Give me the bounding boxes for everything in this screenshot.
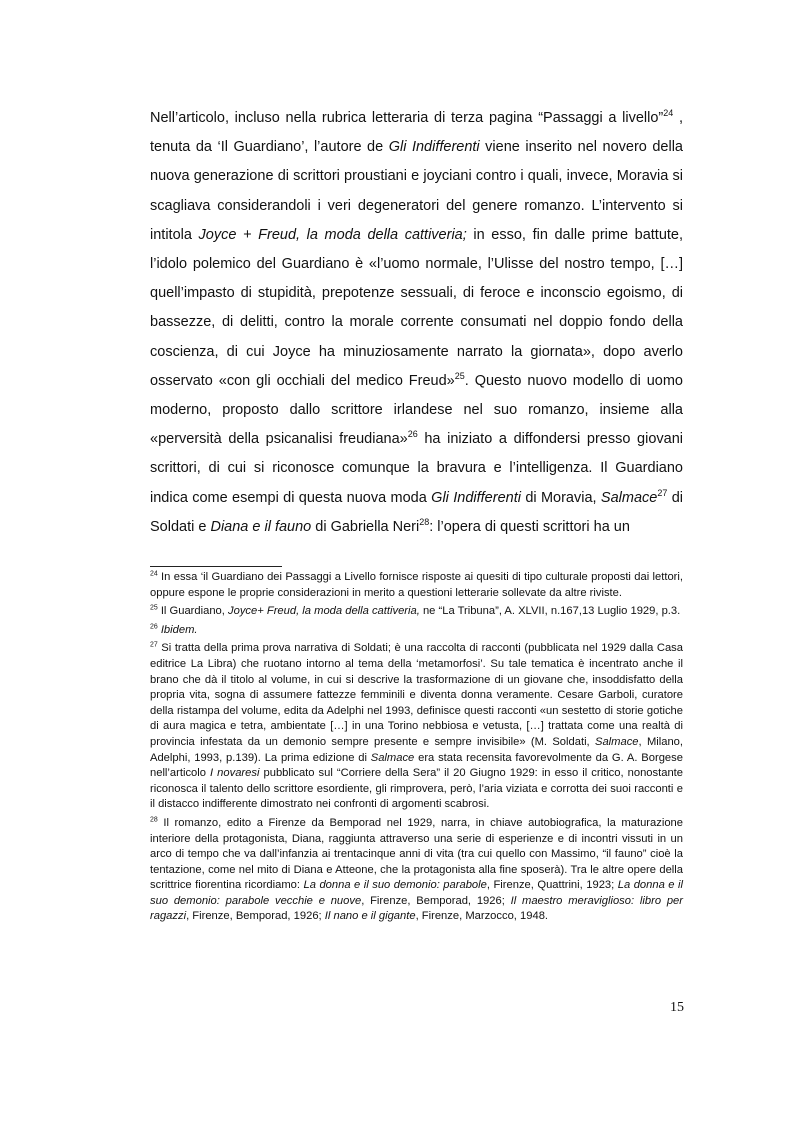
footnote-ref-27: 27 xyxy=(657,487,668,498)
footnote-number: 27 xyxy=(150,641,158,649)
footnote-ref-25: 25 xyxy=(454,371,465,381)
body-text-run: : l’opera di questi scrittori ha un xyxy=(429,518,630,535)
body-italic-title: Diana e il fauno xyxy=(210,518,312,535)
body-italic-title: Salmace xyxy=(600,489,658,506)
body-text-run: di Gabriella Neri xyxy=(311,518,420,535)
footnote-number: 28 xyxy=(150,816,158,824)
body-text-run: Nell’articolo, incluso nella rubrica letteraria di terza pagina “Passaggi a livello” xyxy=(150,110,664,126)
footnote-ref-28: 28 xyxy=(419,517,430,528)
footnote-italic: Salmace xyxy=(370,751,415,764)
footnote-text: , Milano, Adelphi, 1993, p.139). La prima edizione di xyxy=(150,735,684,764)
footnotes xyxy=(150,570,683,928)
footnote-ref-24: 24 xyxy=(663,108,674,119)
page-number: 15 xyxy=(670,1000,684,1015)
footnote-text: , Firenze, Bemporad, 1926; xyxy=(361,894,511,907)
body-text-run: viene inserito nel novero della nuova generazione di scrittori proustiani e joyciani contro i quali, invece, Moravia si scagliava considerandoli i veri degeneratori del genere romanzo. L’intervento si intitola xyxy=(150,139,683,243)
body-text-run: , tenuta da ‘Il Guardiano’, l’autore de xyxy=(150,110,684,156)
footnote-separator xyxy=(150,566,282,567)
footnote-number: 25 xyxy=(150,604,158,612)
body-italic-title: Joyce + Freud, la moda della cattiveria; xyxy=(198,226,467,243)
footnote-italic: La donna e il suo demonio: parabole xyxy=(303,879,487,892)
footnote-text: Il romanzo, edito a Firenze da Bemporad nel 1929, narra, in chiave autobiografica, la maturazione interiore della protagonista, Diana, raggiunta attraverso una serie di esperienze e di incontri vissuti in un arco di tempo che va dall’infanzia ai trentacinque anni di vita (tra cui quello con Massimo, “il fauno” cioè la tentazione, come nel mito di Diana e Atteone, che la protagonista alla fine sposerà). Tra le altre opere della scrittrice fiorentina ricordiamo: xyxy=(150,816,683,892)
footnote-text: pubblicato sul “Corriere della Sera” il 20 Giugno 1929: in esso il critico, nonostante riconosca il talento dello scrittore esordiente, gli rimprovera, però, l’aria viziata e corrotta dei suoi racconti e il distacco indifferente dimostrato nei confronti di argomenti scabrosi. xyxy=(150,767,683,811)
footnote-25 xyxy=(150,604,683,620)
footnote-number: 24 xyxy=(150,570,158,578)
footnote-italic: I novaresi xyxy=(210,767,260,780)
footnote-26 xyxy=(150,623,683,639)
footnote-text: , Firenze, Quattrini, 1923; xyxy=(486,879,618,892)
footnote-italic: Joyce+ Freud, la moda della cattiveria, xyxy=(228,605,420,618)
footnote-text: , Firenze, Bemporad, 1926; xyxy=(186,910,325,923)
footnote-text: In essa ‘il Guardiano dei Passaggi a Livello fornisce risposte ai quesiti di tipo culturale proposti dai lettori, oppure espone le proprie considerazioni in merito a questioni letterarie sollevate da altre riviste. xyxy=(150,571,683,599)
footnote-text: Si tratta della prima prova narrativa di Soldati; è una raccolta di racconti (pubblicata nel 1929 dalla Casa editrice La Libra) che ruotano intorno al tema della ‘metamorfosi’. Su tale tematica è incentrato anche il brano che dà il titolo al volume, in cui si descrive la trasformazione di un giovane che, insoddisfatto della propria vita, sogna di assumere fattezze femminili e diventa donna veramente. Cesare Garboli, curatore della ristampa del volume, edita da Adelphi nel 1993, definisce questi racconti «un sestetto di storie gotiche di aura magica e tetra, ambientate […] in una Torino nebbiosa e vetusta, […] trattata come una realtà di provincia infestata da un demonio sempre presente e sempre invisibile» (M. Soldati, xyxy=(150,642,683,748)
footnote-italic: Ibidem. xyxy=(160,623,198,636)
body-text-run: in esso, fin dalle prime battute, l’idolo polemico del Guardiano è «l’uomo normale, l’Ulisse del nostro tempo, […] quell’impasto di stupidità, prepotenze sessuali, di feroce e inconscio egoismo, di bassezze, di delitti, contro la morale corrente consumati nel doppio fondo della coscienza, di cui Joyce ha minuziosamente narrato la giornata», dopo averlo osservato «con gli occhiali del medico Freud» xyxy=(150,226,683,389)
footnote-text: era stata recensita favorevolmente da G. A. Borgese nell’articolo xyxy=(150,751,683,780)
footnote-italic: Salmace xyxy=(594,735,639,748)
footnote-28 xyxy=(150,816,683,925)
footnote-text: , Firenze, Marzocco, 1948. xyxy=(415,910,549,923)
footnote-italic: Il nano e il gigante xyxy=(324,910,416,923)
footnote-24 xyxy=(150,570,683,601)
body-text-run: di Moravia, xyxy=(520,489,601,506)
body-text-run: . Questo nuovo modello di uomo moderno, proposto dallo scrittore irlandese nel suo romanzo, insieme alla «perversità della psicanalisi freudiana» xyxy=(150,372,683,448)
footnote-text: Il Guardiano, xyxy=(157,605,228,618)
body-italic-title: Gli Indifferenti xyxy=(431,489,521,506)
footnote-italic: Il maestro meraviglioso: libro per ragazzi xyxy=(150,894,683,923)
footnote-27 xyxy=(150,641,683,813)
body-italic-title: Gli Indifferenti xyxy=(388,139,480,156)
footnote-text: ne “La Tribuna”, A. XLVII, n.167,13 Luglio 1929, p.3. xyxy=(419,605,681,618)
footnote-italic: La donna e il suo demonio: parabole vecchie e nuove xyxy=(150,879,683,907)
footnote-number: 26 xyxy=(150,623,158,631)
footnote-ref-26: 26 xyxy=(407,429,418,440)
body-paragraph xyxy=(150,104,683,542)
body-text-run: ha iniziato a diffondersi presso giovani scrittori, di cui si riconosce comunque la bravura e l’intelligenza. Il Guardiano indica come esempi di questa nuova moda xyxy=(150,431,684,506)
body-text-run: di Soldati e xyxy=(150,489,683,535)
